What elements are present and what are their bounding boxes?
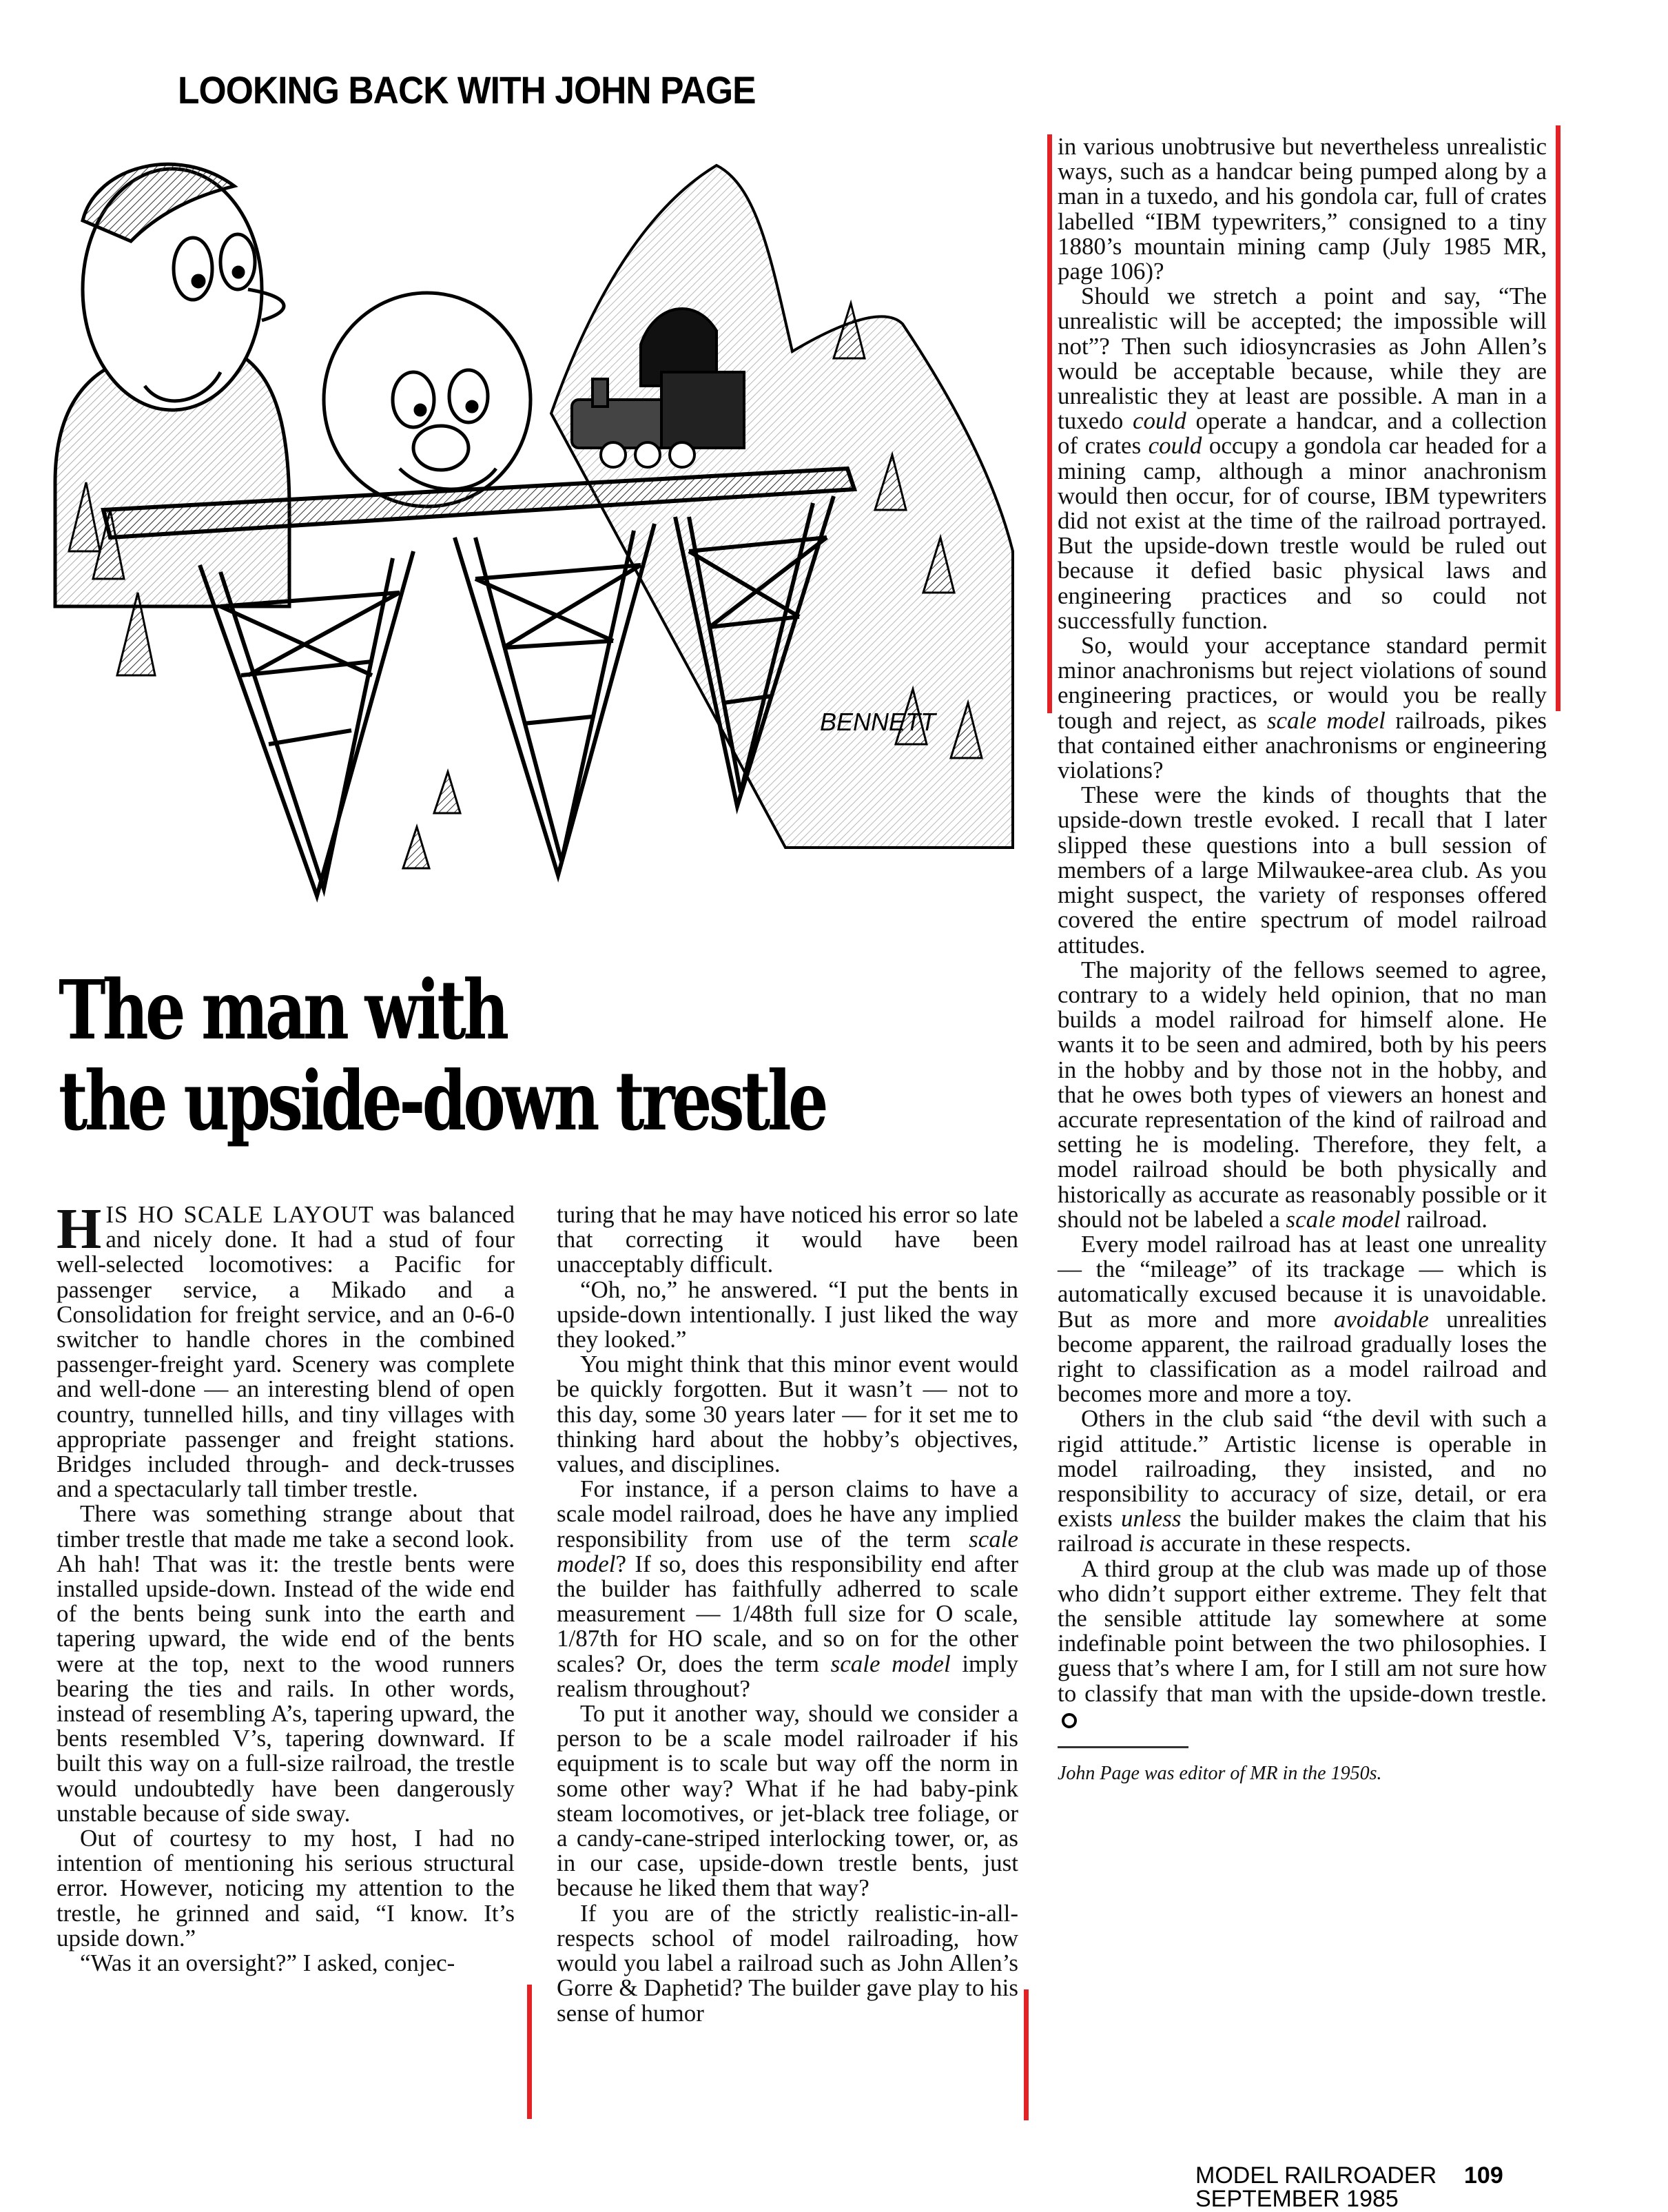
bio-divider: [1058, 1746, 1188, 1748]
change-bar-col3-left: [1047, 134, 1052, 713]
end-of-article-icon: [1062, 1713, 1077, 1728]
person-right-icon: [324, 293, 531, 506]
paragraph: To put it another way, should we consider a person to be a scale model railroader if his equipment is to scale but way off the norm in some other way? What if he had baby-pink steam locomotives, or jet-black tree foliage, or a candy-cane-striped interlocking tower, or, as in our case, upside-down trestle bents, just because he liked them that way?: [557, 1700, 1018, 1902]
section-kicker: LOOKING BACK WITH JOHN PAGE: [178, 68, 756, 112]
headline-line-1: The man with: [59, 962, 506, 1058]
paragraph: The majority of the fellows seemed to agree, contrary to a widely held opinion, that no man builds a model railroad for himself alone. He wants it to be seen and admired, both by his peers in the hobby and by those not in the hobby, and that he owes both types of viewers an honest and accurate representation of the kind of railroad and setting he is modeling. Therefore, they felt, a model railroad should be both physically and historically as accurate as reasonably possible or it should not be labeled a scale model railroad.: [1058, 956, 1547, 1233]
headline-line-2: the upside-down trestle: [59, 1053, 825, 1149]
paragraph: Every model railroad has at least one unreality — the “mileage” of its trackage — which is automatically excused because it is unavoidable. But as more and more avoidable unrealities become apparent, the railroad gradually loses the right to classification as a model railroad and becomes more and more a toy.: [1058, 1230, 1547, 1408]
paragraph: “Oh, no,” he answered. “I put the bents in upside-down intentionally. I just liked the way they looked.”: [557, 1276, 1018, 1353]
paragraph: For instance, if a person claims to have a scale model railroad, does he have any implied responsibility from use of the term scale model? If so, does this responsibility end after the builder has faithfully adherred to scale measurement — 1/48th full size for O scale, 1/87th for HO scale, and so on for the other scales? Or, does the term scale model imply realism throughout?: [557, 1475, 1019, 1702]
person-left-icon: [55, 164, 289, 606]
paragraph: in various unobtrusive but nevertheless unrealistic ways, such as a handcar being pumped along by a man in a tuxedo, and his gondola car, full of crates labelled “IBM typewriters,” consigned to a tiny 1880’s mountain mining camp (July 1985 MR, page 106)?: [1058, 133, 1547, 285]
paragraph: You might think that this minor event would be quickly forgotten. But it wasn’t — not to this day, some 30 years later — for it set me to thinking hard about the hobby’s objectives, values, and disciplines.: [557, 1351, 1018, 1478]
change-bar-col2-left: [527, 1985, 532, 2119]
paragraph: There was something strange about that timber trestle that made me take a second look. Ah hah! That was it: the trestle bents were installed upside-down. Instead of the wide end of the bents being sunk into the earth and tapering upward, the wide end of the bents were at the top, next to the wood runners bearing the ties and rails. In other words, instead of resembling A’s, tapering upward, the bents resembled V’s, tapering downward. If built this way on a full-size railroad, the trestle would undoubtedly have been dangerously unstable because of side sway.: [56, 1500, 515, 1827]
article-column-1: [56, 1197, 515, 1977]
paragraph: turing that he may have noticed his error so late that correcting it would have been unacceptably difficult.: [557, 1201, 1018, 1278]
paragraph: A third group at the club was made up of those who didn’t support either extreme. They felt that the sensible attitude lay somewhere at some indefinable point between the two philosophies. I guess that’s where I am, for I still am not sure how to classify that man with the upside-down trestle.: [1058, 1557, 1547, 1731]
article-headline: [59, 962, 825, 1149]
paragraph: Others in the club said “the devil with such a rigid attitude.” Artistic license is operable in model railroading, they insisted, and no responsibility to accuracy of size, detail, or era exists unless the builder makes the claim that his railroad is accurate in these respects.: [1058, 1405, 1547, 1557]
article-column-3: [1058, 134, 1547, 1785]
page-footer: [1195, 2162, 1503, 2212]
lead-in-caps: IS HO SCALE LAYOUT: [105, 1201, 374, 1228]
author-bio: John Page was editor of MR in the 1950s.: [1058, 1763, 1382, 1784]
paragraph: If you are of the strictly realistic-in-all-respects school of model railroading, how would you label a railroad such as John Allen’s Gorre & Daphetid? The builder gave play to his sense of humor: [557, 1899, 1018, 2027]
publication-name: MODEL RAILROADER: [1195, 2162, 1437, 2189]
drop-cap: H: [56, 1197, 102, 1261]
artist-signature: BENNETT: [820, 708, 936, 736]
article-column-2: [557, 1202, 1018, 2026]
issue-date: SEPTEMBER 1985: [1195, 2186, 1399, 2212]
paragraph: “Was it an oversight?” I asked, conjec-: [80, 1949, 455, 1977]
page-number: 109: [1464, 2162, 1503, 2189]
cartoon-illustration: [28, 124, 1020, 916]
paragraph: Should we stretch a point and say, “The unrealistic will be accepted; the impossible will not”? Then such idiosyncrasies as John Allen’s would be acceptable because, while they are unrealistic they at least are possible. A man in a tuxedo could operate a handcar, and a collection of crates could occupy a gondola car headed for a mining camp, although a minor anachronism would then occur, for of course, IBM typewriters did not exist at the time of the railroad portrayed. But the upside-down trestle would be ruled out because it defied basic physical laws and engineering practices and so could not successfully function.: [1058, 283, 1547, 634]
paragraph: So, would your acceptance standard permit minor anachronisms but reject violations of sound engineering practices, or would you be really tough and reject, as scale model railroads, pikes that contained either anachronisms or engineering violations?: [1058, 632, 1547, 784]
paragraph: Out of courtesy to my host, I had no intention of mentioning his serious structural error. However, noticing my attention to the trestle, he grinned and said, “I know. It’s upside down.”: [56, 1825, 515, 1952]
change-bar-col3-bottom-left: [1024, 1989, 1029, 2120]
change-bar-col3-right: [1556, 125, 1561, 711]
paragraph: These were the kinds of thoughts that the upside-down trestle evoked. I recall that I later slipped these questions into a bull session of members of a large Milwaukee-area club. As you might suspect, the variety of responses offered covered the entire spectrum of model railroad attitudes.: [1058, 781, 1547, 959]
paragraph: HIS HO SCALE LAYOUT was balanced and nicely done. It had a stud of four well-selected locomotives: a Pacific for passenger service, a Mikado and a Consolidation for freight service, and an 0-6-0 switcher to handle chores in the combined passenger-freight yard. Scenery was complete and well-done — an interesting blend of open country, tunnelled hills, and tiny villages with appropriate passenger and freight stations. Bridges included through- and deck-trusses and a spectacularly tall timber trestle.: [56, 1197, 515, 1503]
